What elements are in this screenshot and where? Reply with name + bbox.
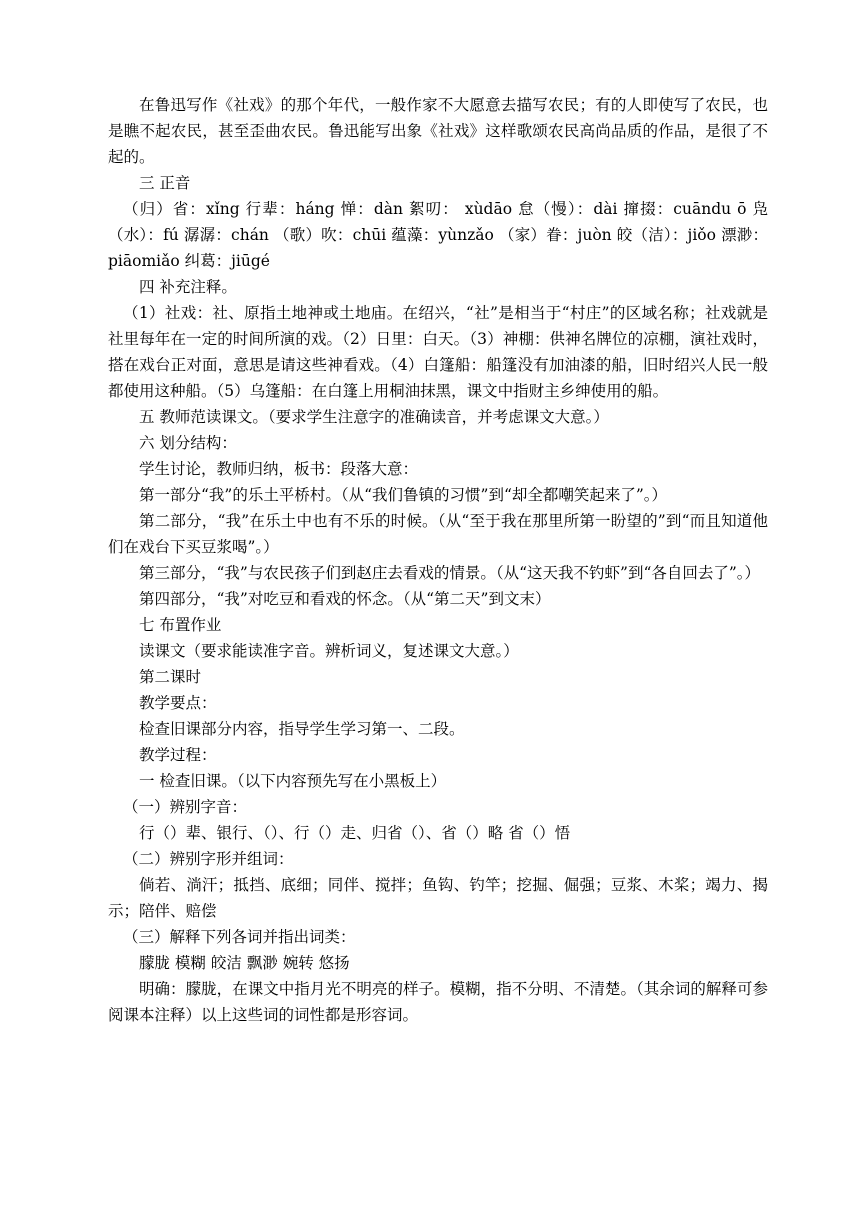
paragraph-homework: 读课文（要求能读准字音。辨析词义，复述课文大意。）: [139, 642, 519, 660]
section-heading-notes: 四 补充注释。: [139, 278, 237, 296]
heading-teaching-points: 教学要点：: [139, 694, 217, 712]
paragraph-part-two: 第二部分，“我”在乐土中也有不乐的时候。（从“至于我在那里所第一盼望的”到“而且知道他们在戏台下买豆浆喝”。）: [108, 512, 768, 556]
paragraph-discussion: 学生讨论，教师归纳，板书：段落大意：: [139, 460, 419, 478]
paragraph-intro: 在鲁迅写作《社戏》的那个年代，一般作家不大愿意去描写农民；有的人即使写了农民，也是瞧不起农民，甚至歪曲农民。鲁迅能写出象《社戏》这样歌颂农民高尚品质的作品，是很了不起的。: [108, 96, 768, 166]
paragraph-vocabulary-answer: 明确：朦胧，在课文中指月光不明亮的样子。模糊，指不分明、不清楚。（其余词的解释可参阅课本注释）以上这些词的词性都是形容词。: [108, 980, 768, 1024]
paragraph-part-four: 第四部分，“我”对吃豆和看戏的怀念。（从“第二天”到文末）: [139, 590, 551, 608]
section-heading-structure: 六 划分结构：: [139, 434, 237, 452]
paragraph-teaching-points: 检查旧课部分内容，指导学生学习第一、二段。: [139, 720, 465, 738]
subheading-glyphs: （二）辨别字形并组词：: [123, 850, 294, 868]
section-heading-review: 一 检查旧课。（以下内容预先写在小黑板上）: [139, 772, 447, 790]
section-heading-homework: 七 布置作业: [139, 616, 222, 634]
document-body: [108, 92, 768, 1028]
paragraph-vocabulary-list: 朦胧 模糊 皎洁 飘渺 婉转 悠扬: [139, 954, 350, 972]
subheading-vocabulary: （三）解释下列各词并指出词类：: [123, 928, 356, 946]
section-heading-pronunciation: 三 正音: [139, 174, 191, 192]
lesson-heading-second: 第二课时: [139, 668, 202, 686]
paragraph-part-one: 第一部分“我”的乐土平桥村。（从“我们鲁镇的习惯”到“却全都嘲笑起来了”。）: [139, 486, 668, 504]
paragraph-part-three: 第三部分，“我”与农民孩子们到赵庄去看戏的情景。（从“这天我不钓虾”到“各自回去了”。）: [139, 564, 761, 582]
paragraph-pronunciation-exercise: 行（）辈、银行、（）、行（）走、归省（）、省（）略 省（）悟: [139, 824, 571, 842]
heading-teaching-process: 教学过程：: [139, 746, 217, 764]
paragraph-notes: （1）社戏：社、原指土地神或土地庙。在绍兴，“社”是相当于“村庄”的区域名称；社戏就是社里每年在一定的时间所演的戏。（2）日里：白天。（3）神棚：供神名牌位的凉棚，演社戏时，搭在戏台正对面，意思是请这些神看戏。（4）白篷船：船篷没有加油漆的船，旧时绍兴人民一般都使用这种船。（5）乌篷船：在白篷上用桐油抹黑，课文中指财主乡绅使用的船。: [108, 304, 768, 400]
paragraph-glyph-exercise: 倘若、淌汗；抵挡、底细；同伴、搅拌；鱼钩、钓竿；挖掘、倔强；豆浆、木桨；竭力、揭示；陪伴、赔偿: [108, 876, 768, 920]
subheading-pronunciation: （一）辨别字音：: [123, 798, 248, 816]
paragraph-pronunciation: （归）省：xǐng 行辈：háng 惮：dàn 絮叨： xùdāo 怠（慢）：dài 撺掇：cuāndu ō 凫（水）：fú 潺潺：chán （歌）吹：chūi 蕴藻：yùnzǎo （家）眷：juòn 皎（洁）：jiǒo 漂渺：piāomiǎo 纠葛：jiūgé: [108, 200, 768, 270]
section-heading-reading: 五 教师范读课文。（要求学生注意字的准确读音，并考虑课文大意。）: [139, 408, 609, 426]
